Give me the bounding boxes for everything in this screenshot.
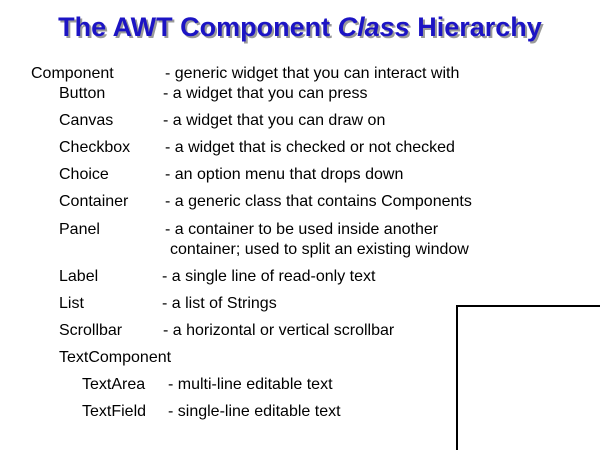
class-desc-choice: - an option menu that drops down — [165, 166, 404, 183]
class-name-label: Label — [59, 268, 99, 285]
class-desc-button: - a widget that you can press — [163, 85, 368, 102]
class-name-textarea: TextArea — [82, 376, 146, 393]
class-name-textcomponent: TextComponent — [59, 349, 172, 366]
class-name-list: List — [59, 295, 84, 312]
class-name-panel: Panel — [59, 221, 100, 238]
class-name-choice: Choice — [59, 166, 109, 183]
class-name-scrollbar: Scrollbar — [59, 322, 123, 339]
class-desc-container: - a generic class that contains Components — [165, 193, 472, 210]
class-desc-scrollbar: - a horizontal or vertical scrollbar — [163, 322, 395, 339]
page-title — [0, 10, 600, 44]
class-name-canvas: Canvas — [59, 112, 114, 129]
class-desc-checkbox: - a widget that is checked or not checked — [165, 139, 455, 156]
class-name-component: Component — [31, 65, 114, 82]
class-desc-component: - generic widget that you can interact with — [165, 65, 460, 82]
class-desc-panel: - a container to be used inside another — [165, 221, 439, 238]
title-part-3: Hierarchy — [417, 12, 542, 42]
class-name-button: Button — [59, 85, 106, 102]
class-desc-panel-line2: container; used to split an existing window — [170, 241, 469, 258]
title-part-1: The AWT Component — [58, 12, 331, 42]
class-name-checkbox: Checkbox — [59, 139, 131, 156]
class-name-textfield: TextField — [82, 403, 147, 420]
class-desc-textfield: - single-line editable text — [168, 403, 341, 420]
title-part-2: Class — [337, 12, 410, 42]
frame-line-left — [456, 305, 458, 450]
class-desc-label: - a single line of read-only text — [162, 268, 376, 285]
class-name-container: Container — [59, 193, 129, 210]
frame-line-top — [456, 305, 600, 307]
class-desc-canvas: - a widget that you can draw on — [163, 112, 386, 129]
class-desc-textarea: - multi-line editable text — [168, 376, 333, 393]
class-desc-list: - a list of Strings — [162, 295, 277, 312]
